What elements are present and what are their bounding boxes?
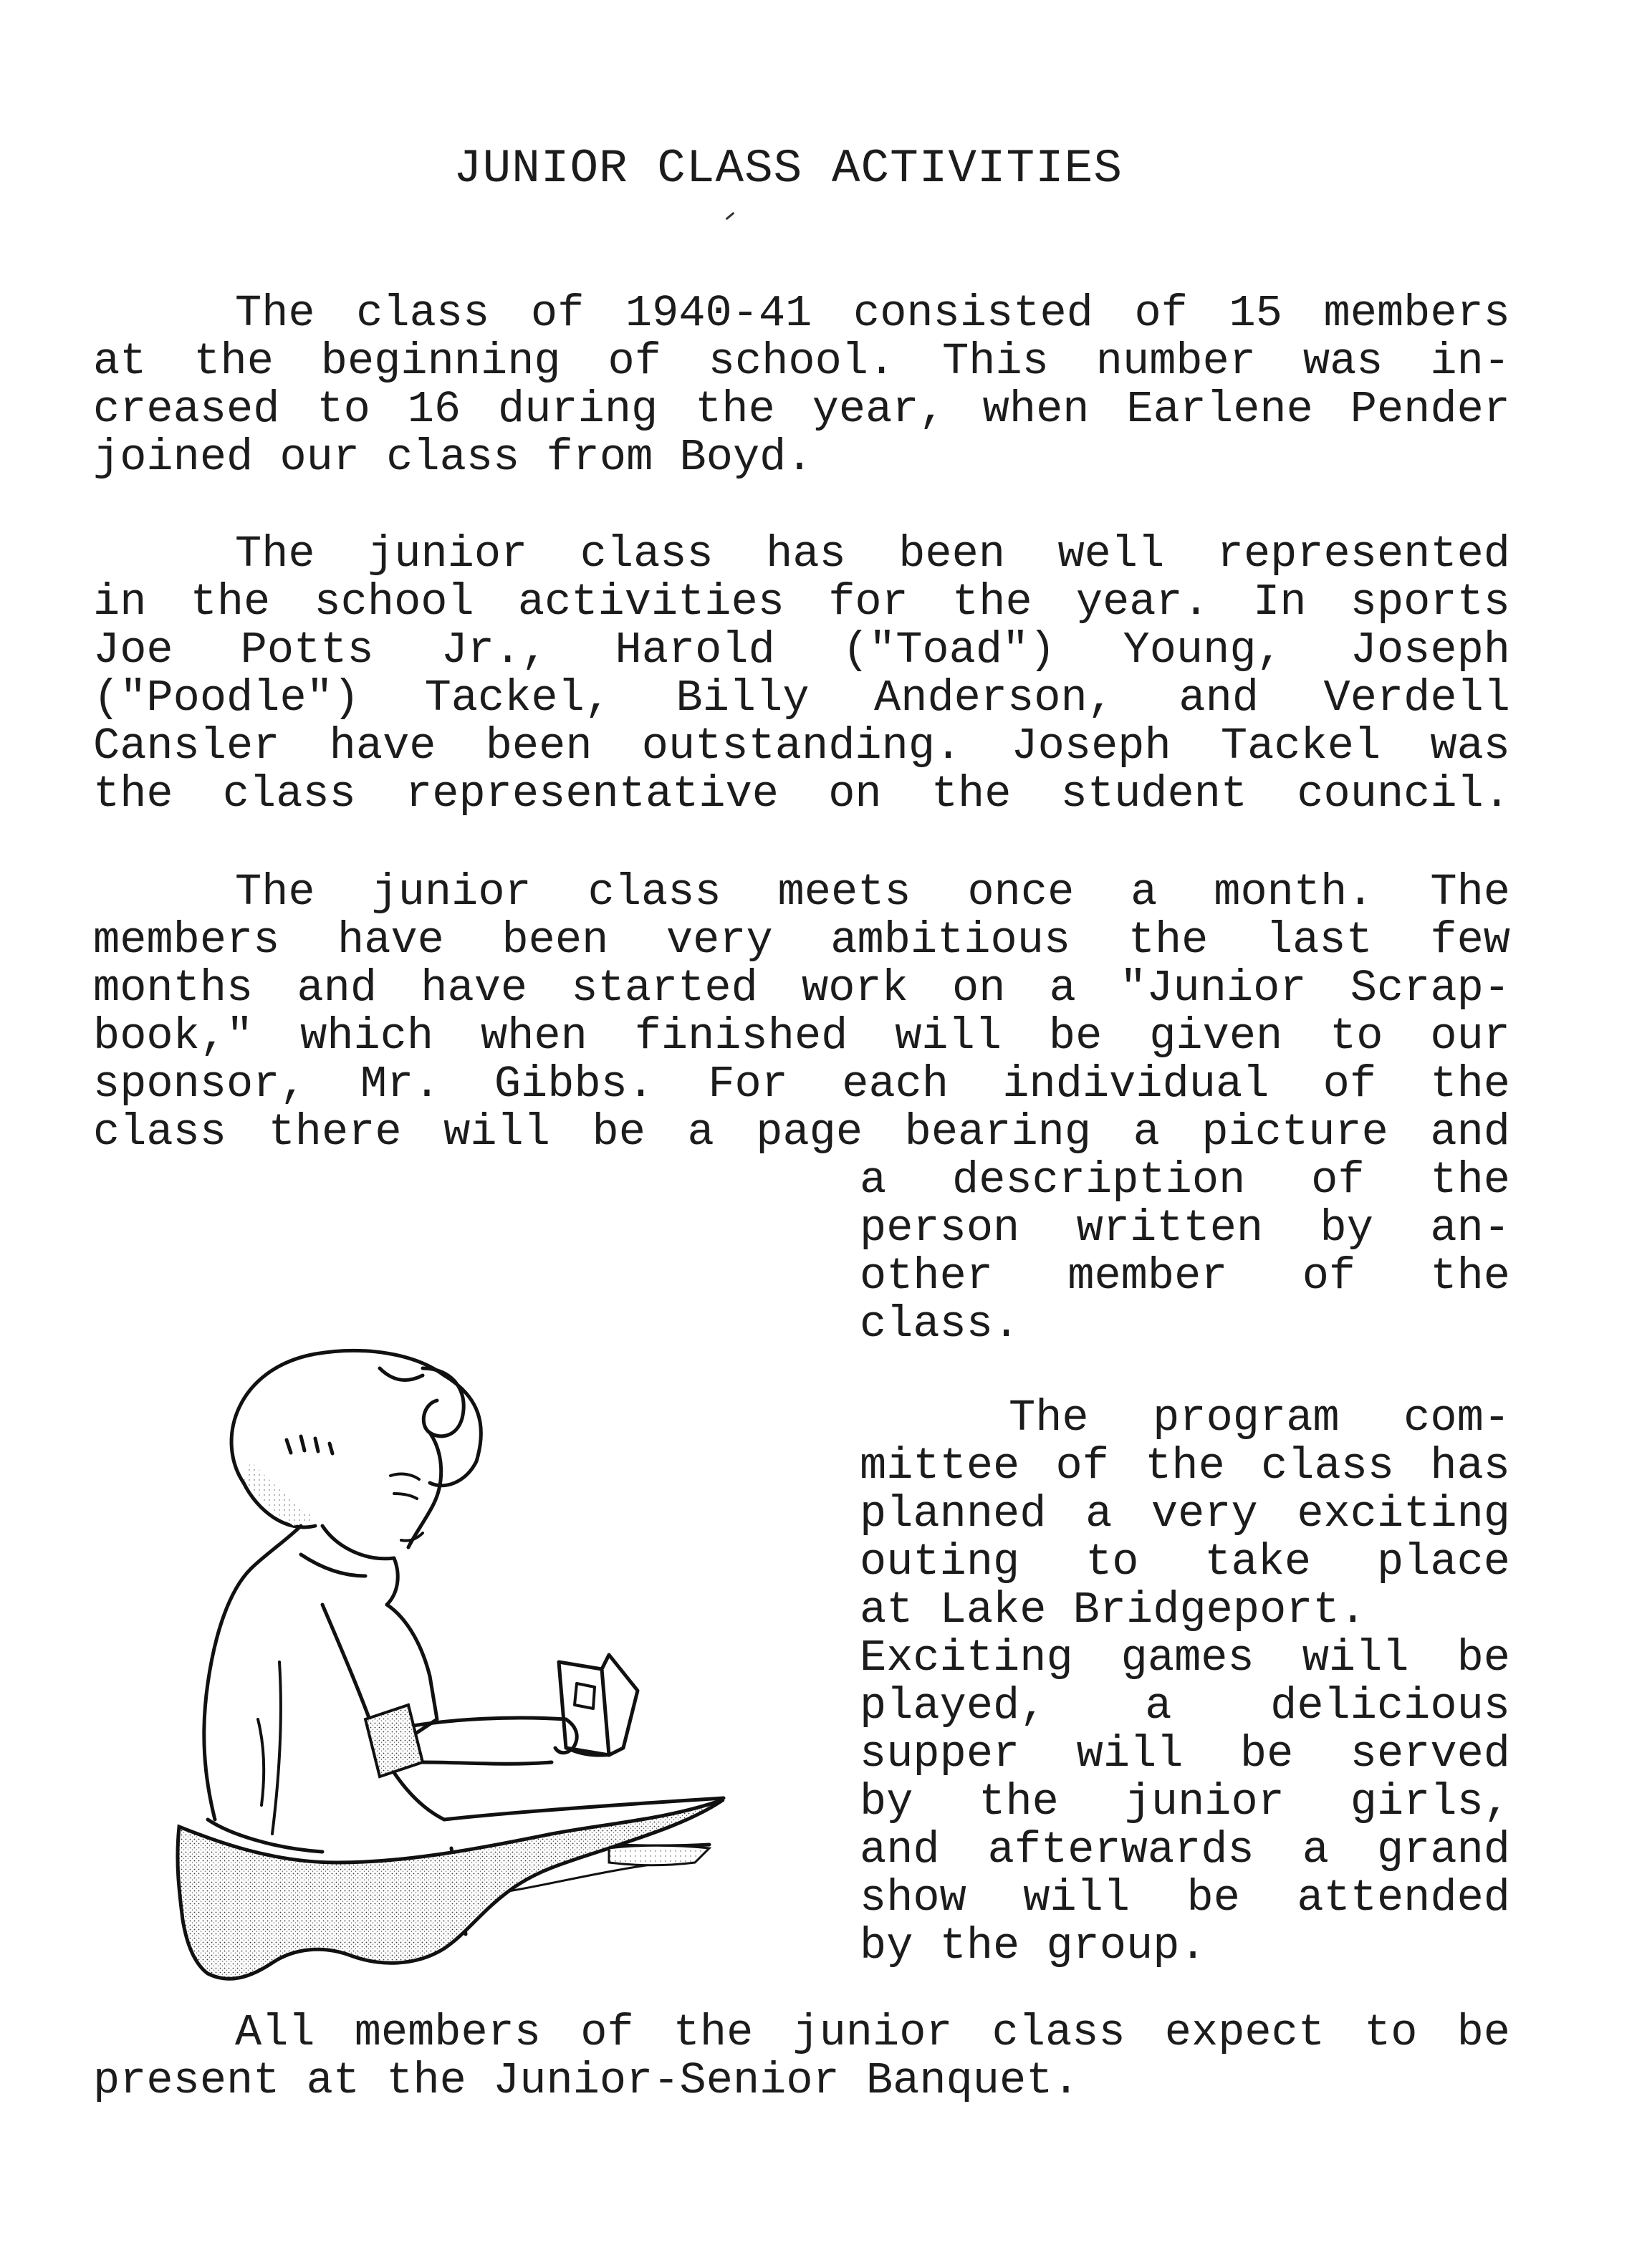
paragraph-line: Cansler have been outstanding. Joseph Tackel was xyxy=(93,722,1510,770)
paragraph-line: members have been very ambitious the last few xyxy=(93,916,1510,964)
girl-reading-book-sketch-icon xyxy=(107,1318,853,2049)
paragraph-line: class there will be a page bearing a picture and xyxy=(93,1108,1510,1156)
paragraph-line: class. xyxy=(860,1300,1020,1348)
paragraph-line: mittee of the class has xyxy=(860,1442,1510,1490)
paragraph-line: in the school activities for the year. In sports xyxy=(93,578,1510,626)
paragraph-scrapbook xyxy=(93,868,1510,1156)
paragraph-line: book," which when finished will be given to our xyxy=(93,1012,1510,1060)
paragraph-line: other member of the xyxy=(860,1252,1510,1300)
paragraph-line: The junior class has been well represented xyxy=(235,530,1510,578)
paragraph-class-members xyxy=(93,289,1510,481)
paragraph-line: supper will be served xyxy=(860,1730,1510,1778)
paragraph-line: Exciting games will be xyxy=(860,1634,1510,1682)
paragraph-line: the class representative on the student council. xyxy=(93,770,1510,818)
paragraph-line: by the junior girls, xyxy=(860,1778,1510,1826)
paragraph-line: played, a delicious xyxy=(860,1682,1510,1730)
page-title: JUNIOR CLASS ACTIVITIES xyxy=(453,142,1123,196)
paragraph-line: present at the Junior-Senior Banquet. xyxy=(93,2057,1080,2105)
paragraph-line: at the beginning of school. This number was in- xyxy=(93,337,1510,385)
paragraph-program-committee xyxy=(860,1394,1510,1970)
paragraph-line: The program com- xyxy=(1009,1394,1510,1442)
paragraph-line: ("Poodle") Tackel, Billy Anderson, and Verdell xyxy=(93,674,1510,722)
paragraph-line: The class of 1940-41 consisted of 15 members xyxy=(235,289,1510,337)
paragraph-line: creased to 16 during the year, when Earlene Pender xyxy=(93,385,1510,433)
paragraph-line: at Lake Bridgeport. xyxy=(860,1586,1366,1634)
paragraph-line: sponsor, Mr. Gibbs. For each individual of the xyxy=(93,1060,1510,1108)
paragraph-line: and afterwards a grand xyxy=(860,1826,1510,1874)
paragraph-line: a description of the xyxy=(860,1156,1510,1204)
paragraph-line: months and have started work on a "Junior Scrap- xyxy=(93,964,1510,1012)
paragraph-line: Joe Potts Jr., Harold ("Toad") Young, Joseph xyxy=(93,626,1510,674)
paragraph-line: by the group. xyxy=(860,1922,1206,1970)
paragraph-line: show will be attended xyxy=(860,1874,1510,1922)
paragraph-line: outing to take place xyxy=(860,1538,1510,1586)
paragraph-scrapbook-continued xyxy=(860,1156,1510,1348)
stray-ink-mark xyxy=(726,212,735,220)
paragraph-activities xyxy=(93,530,1510,818)
paragraph-line: The junior class meets once a month. The xyxy=(235,868,1510,916)
paragraph-line: joined our class from Boyd. xyxy=(93,433,813,481)
paragraph-line: planned a very exciting xyxy=(860,1490,1510,1538)
paragraph-line: person written by an- xyxy=(860,1204,1510,1252)
paragraph-line: All members of the junior class expect to be xyxy=(235,2009,1510,2057)
